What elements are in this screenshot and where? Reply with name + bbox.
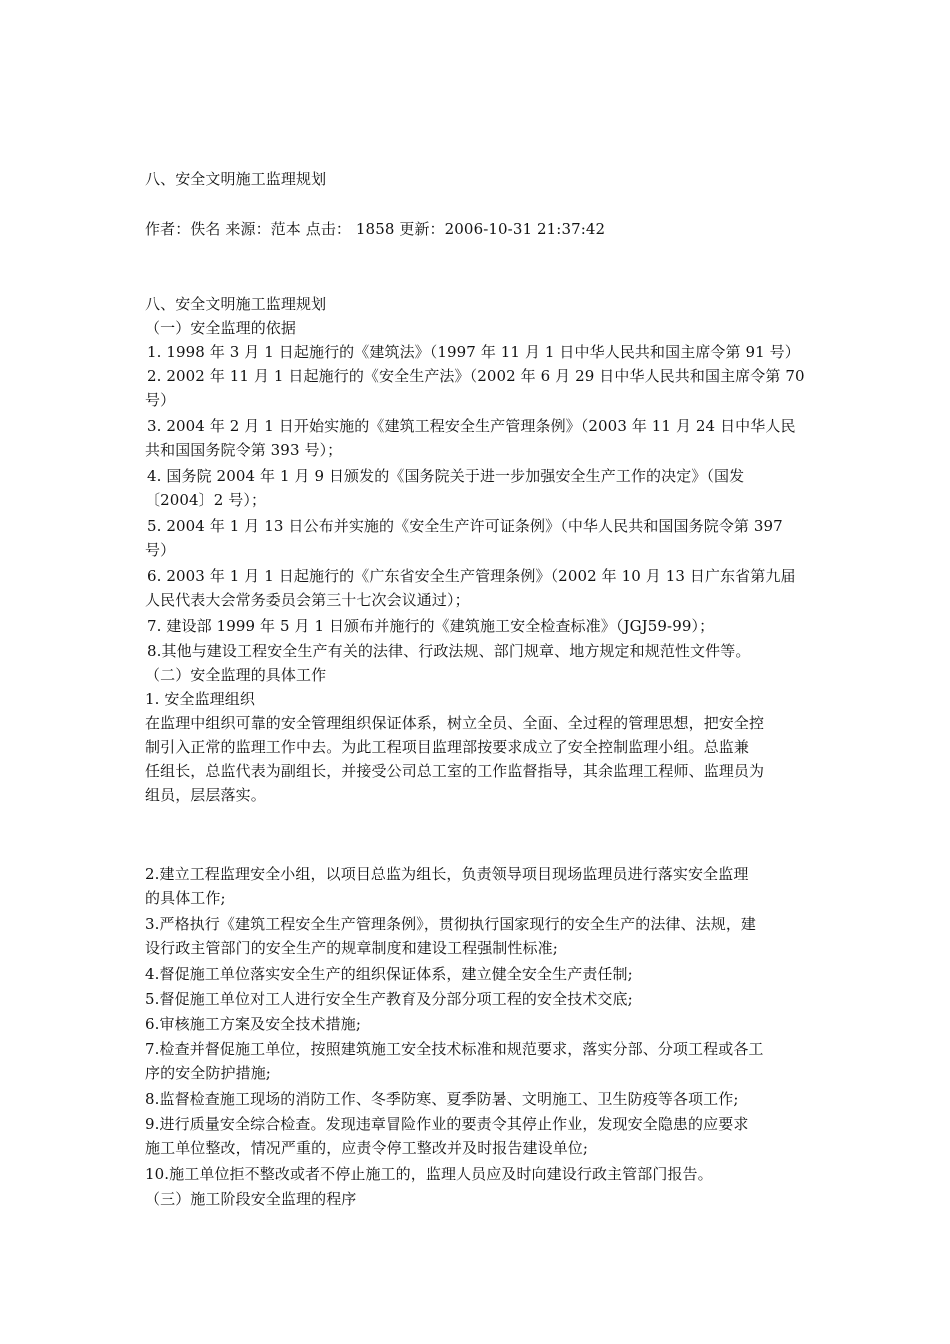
list-item: 5.督促施工单位对工人进行安全生产教育及分部分项工程的安全技术交底; bbox=[145, 990, 633, 1008]
list-item: 8.监督检查施工现场的消防工作、冬季防寒、夏季防暑、文明施工、卫生防疫等各项工作; bbox=[145, 1090, 739, 1108]
list-item: 2. 2002 年 11 月 1 日起施行的《安全生产法》（2002 年 6 月 29 日中华人民共和国主席令第 70 bbox=[147, 367, 805, 385]
list-item-cont: 序的安全防护措施; bbox=[145, 1064, 271, 1082]
list-item: 9.进行质量安全综合检查。发现违章冒险作业的要责令其停止作业，发现安全隐患的应要求 bbox=[145, 1115, 749, 1133]
list-item-cont: 号） bbox=[145, 541, 176, 559]
subsection-heading: （二）安全监理的具体工作 bbox=[145, 666, 327, 684]
paragraph-line: 组员，层层落实。 bbox=[145, 786, 266, 804]
list-item: 4.督促施工单位落实安全生产的组织保证体系，建立健全安全生产责任制; bbox=[145, 965, 633, 983]
list-item: 3. 2004 年 2 月 1 日开始实施的《建筑工程安全生产管理条例》（2003 年 11 月 24 日中华人民 bbox=[147, 417, 796, 435]
paragraph-line: 任组长，总监代表为副组长，并接受公司总工室的工作监督指导，其余监理工程师、监理员为 bbox=[145, 762, 765, 780]
list-item: 3.严格执行《建筑工程安全生产管理条例》，贯彻执行国家现行的安全生产的法律、法规，建 bbox=[145, 915, 757, 933]
subsection-heading: （一）安全监理的依据 bbox=[145, 319, 297, 337]
list-item: 10.施工单位拒不整改或者不停止施工的，监理人员应及时向建设行政主管部门报告。 bbox=[145, 1165, 713, 1183]
list-item-cont: 〔2004〕2 号）； bbox=[145, 491, 267, 509]
list-item: 8.其他与建设工程安全生产有关的法律、行政法规、部门规章、地方规定和规范性文件等。 bbox=[147, 642, 751, 660]
article-meta: 作者：佚名 来源：范本 点击： 1858 更新：2006-10-31 21:37:42 bbox=[145, 220, 606, 238]
list-item: 6. 2003 年 1 月 1 日起施行的《广东省安全生产管理条例》（2002 年 10 月 13 日广东省第九届 bbox=[147, 567, 796, 585]
list-item: 1. 1998 年 3 月 1 日起施行的《建筑法》（1997 年 11 月 1 日中华人民共和国主席令第 91 号） bbox=[147, 343, 800, 361]
subsection-heading: （三）施工阶段安全监理的程序 bbox=[145, 1190, 357, 1208]
list-item-cont: 的具体工作; bbox=[145, 889, 226, 907]
document-title: 八、安全文明施工监理规划 bbox=[145, 170, 327, 188]
item-heading: 1. 安全监理组织 bbox=[145, 690, 255, 708]
list-item-cont: 人民代表大会常务委员会第三十七次会议通过）； bbox=[145, 591, 470, 609]
list-item: 2.建立工程监理安全小组，以项目总监为组长，负责领导项目现场监理员进行落实安全监理 bbox=[145, 865, 749, 883]
section-heading: 八、安全文明施工监理规划 bbox=[145, 295, 327, 313]
paragraph-line: 在监理中组织可靠的安全管理组织保证体系，树立全员、全面、全过程的管理思想，把安全控 bbox=[145, 714, 765, 732]
list-item: 7.检查并督促施工单位，按照建筑施工安全技术标准和规范要求，落实分部、分项工程或各工 bbox=[145, 1040, 764, 1058]
list-item: 6.审核施工方案及安全技术措施; bbox=[145, 1015, 361, 1033]
list-item: 5. 2004 年 1 月 13 日公布并实施的《安全生产许可证条例》（中华人民共和国国务院令第 397 bbox=[147, 517, 783, 535]
list-item-cont: 共和国国务院令第 393 号）； bbox=[145, 441, 343, 459]
paragraph-line: 制引入正常的监理工作中去。为此工程项目监理部按要求成立了安全控制监理小组。总监兼 bbox=[145, 738, 750, 756]
list-item-cont: 号） bbox=[145, 391, 176, 409]
list-item-cont: 施工单位整改，情况严重的，应责令停工整改并及时报告建设单位; bbox=[145, 1139, 589, 1157]
list-item-cont: 设行政主管部门的安全生产的规章制度和建设工程强制性标准; bbox=[145, 939, 558, 957]
list-item: 4. 国务院 2004 年 1 月 9 日颁发的《国务院关于进一步加强安全生产工作的决定》（国发 bbox=[147, 467, 745, 485]
list-item: 7. 建设部 1999 年 5 月 1 日颁布并施行的《建筑施工安全检查标准》（JGJ59-99）； bbox=[147, 617, 715, 635]
